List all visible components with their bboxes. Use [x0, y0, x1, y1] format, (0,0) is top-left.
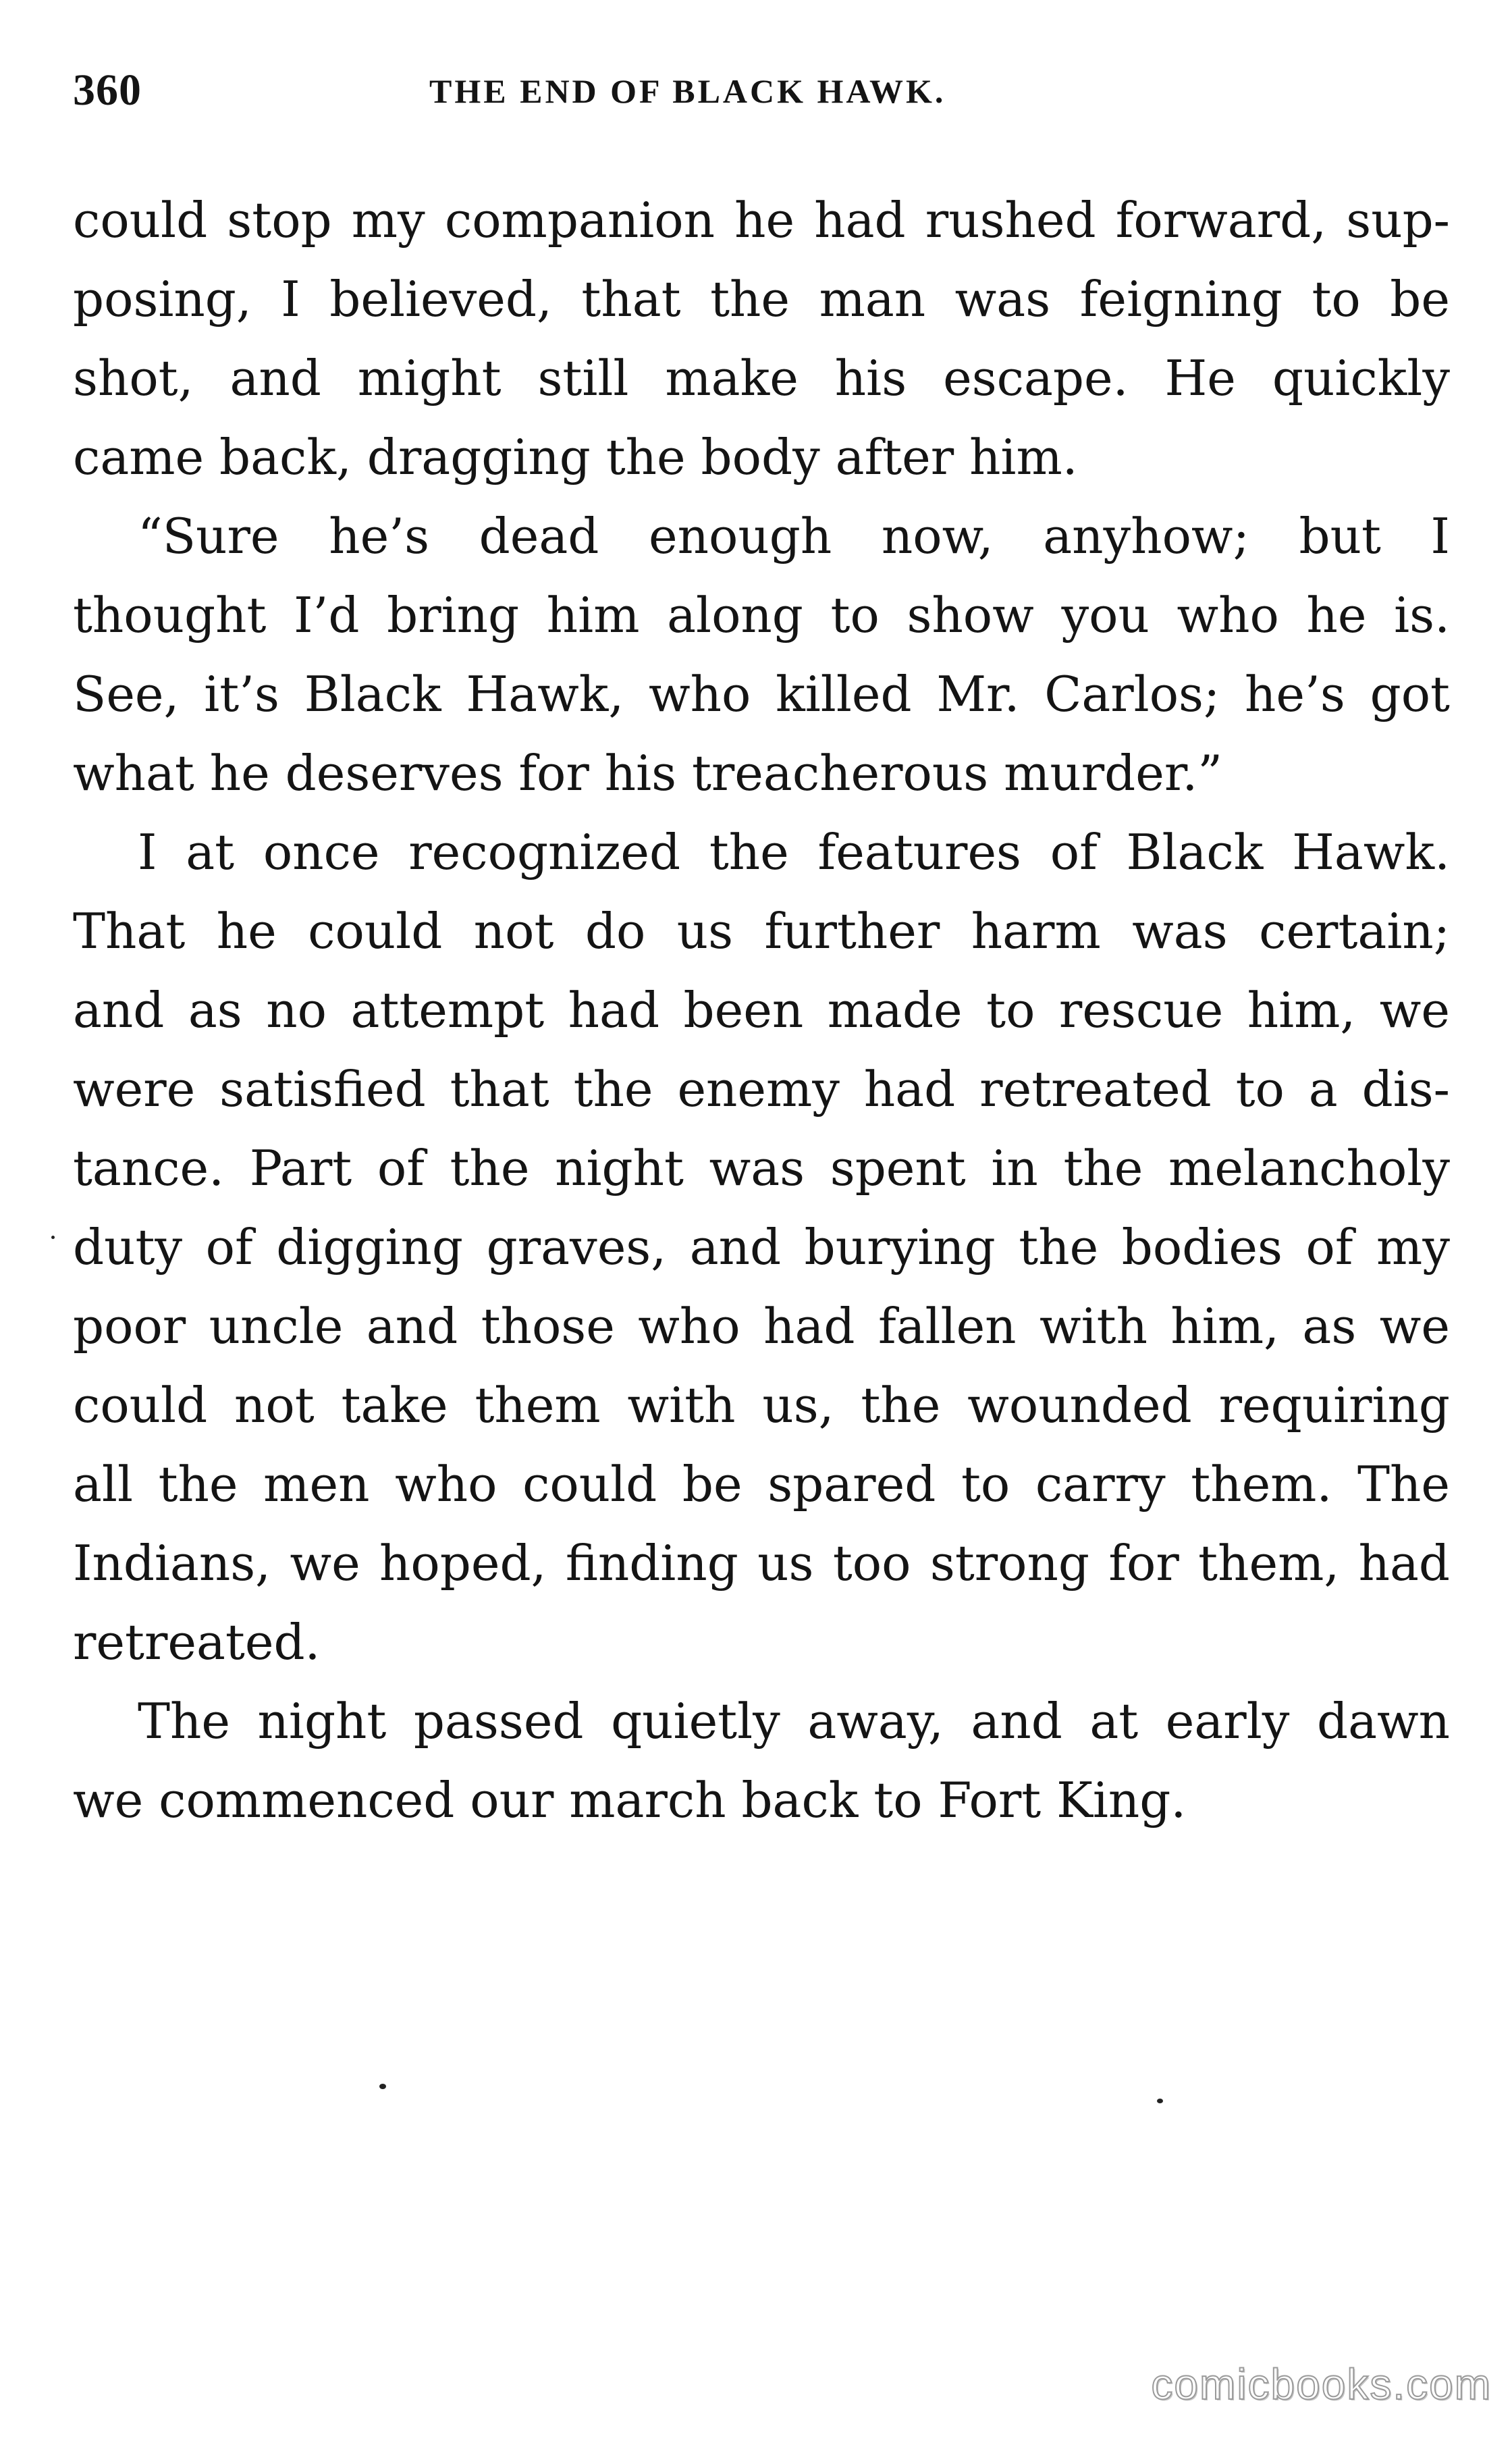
text-line: The night passed quietly away, and at early dawn	[138, 1693, 1450, 1749]
text-line: could stop my companion he had rushed forward, sup-	[73, 192, 1450, 248]
running-head	[73, 65, 1447, 126]
text-line: we commenced our march back to Fort King.	[73, 1772, 1187, 1828]
text-line: duty of digging graves, and burying the bodies of my	[73, 1219, 1450, 1275]
text-line: what he deserves for his treacherous murder.”	[73, 745, 1223, 801]
text-line: and as no attempt had been made to rescue him, we	[73, 982, 1450, 1038]
print-speck	[51, 1236, 55, 1239]
text-line: poor uncle and those who had fallen with him, as we	[73, 1298, 1450, 1354]
text-line: retreated.	[73, 1614, 321, 1670]
text-line: came back, dragging the body after him.	[73, 429, 1078, 485]
paragraph	[73, 1682, 1450, 1840]
text-line: were satisfied that the enemy had retreated to a dis-	[73, 1061, 1450, 1117]
text-line: shot, and might still make his escape. He quickly	[73, 350, 1450, 406]
text-line: I at once recognized the features of Black Hawk.	[138, 824, 1450, 880]
text-line: all the men who could be spared to carry them. The	[73, 1456, 1450, 1512]
paragraph	[73, 813, 1450, 1682]
print-speck	[379, 2084, 386, 2089]
text-line: could not take them with us, the wounded requiring	[73, 1377, 1450, 1433]
page-number: 360	[73, 65, 142, 115]
text-line: “Sure he’s dead enough now, anyhow; but I	[138, 508, 1450, 564]
text-line: That he could not do us further harm was certain;	[73, 903, 1450, 959]
body-text	[73, 181, 1450, 1840]
running-title: THE END OF BLACK HAWK.	[429, 72, 946, 110]
text-line: See, it’s Black Hawk, who killed Mr. Carlos; he’s got	[73, 666, 1450, 722]
paragraph	[73, 497, 1450, 813]
print-speck	[1157, 2099, 1163, 2103]
paragraph	[73, 181, 1450, 497]
text-line: tance. Part of the night was spent in the melancholy	[73, 1140, 1450, 1196]
text-line: posing, I believed, that the man was feigning to be	[73, 271, 1450, 327]
watermark: comicbooks.com	[1151, 2360, 1492, 2409]
text-line: Indians, we hoped, finding us too strong for them, had	[73, 1535, 1450, 1591]
text-line: thought I’d bring him along to show you who he is.	[73, 587, 1450, 643]
